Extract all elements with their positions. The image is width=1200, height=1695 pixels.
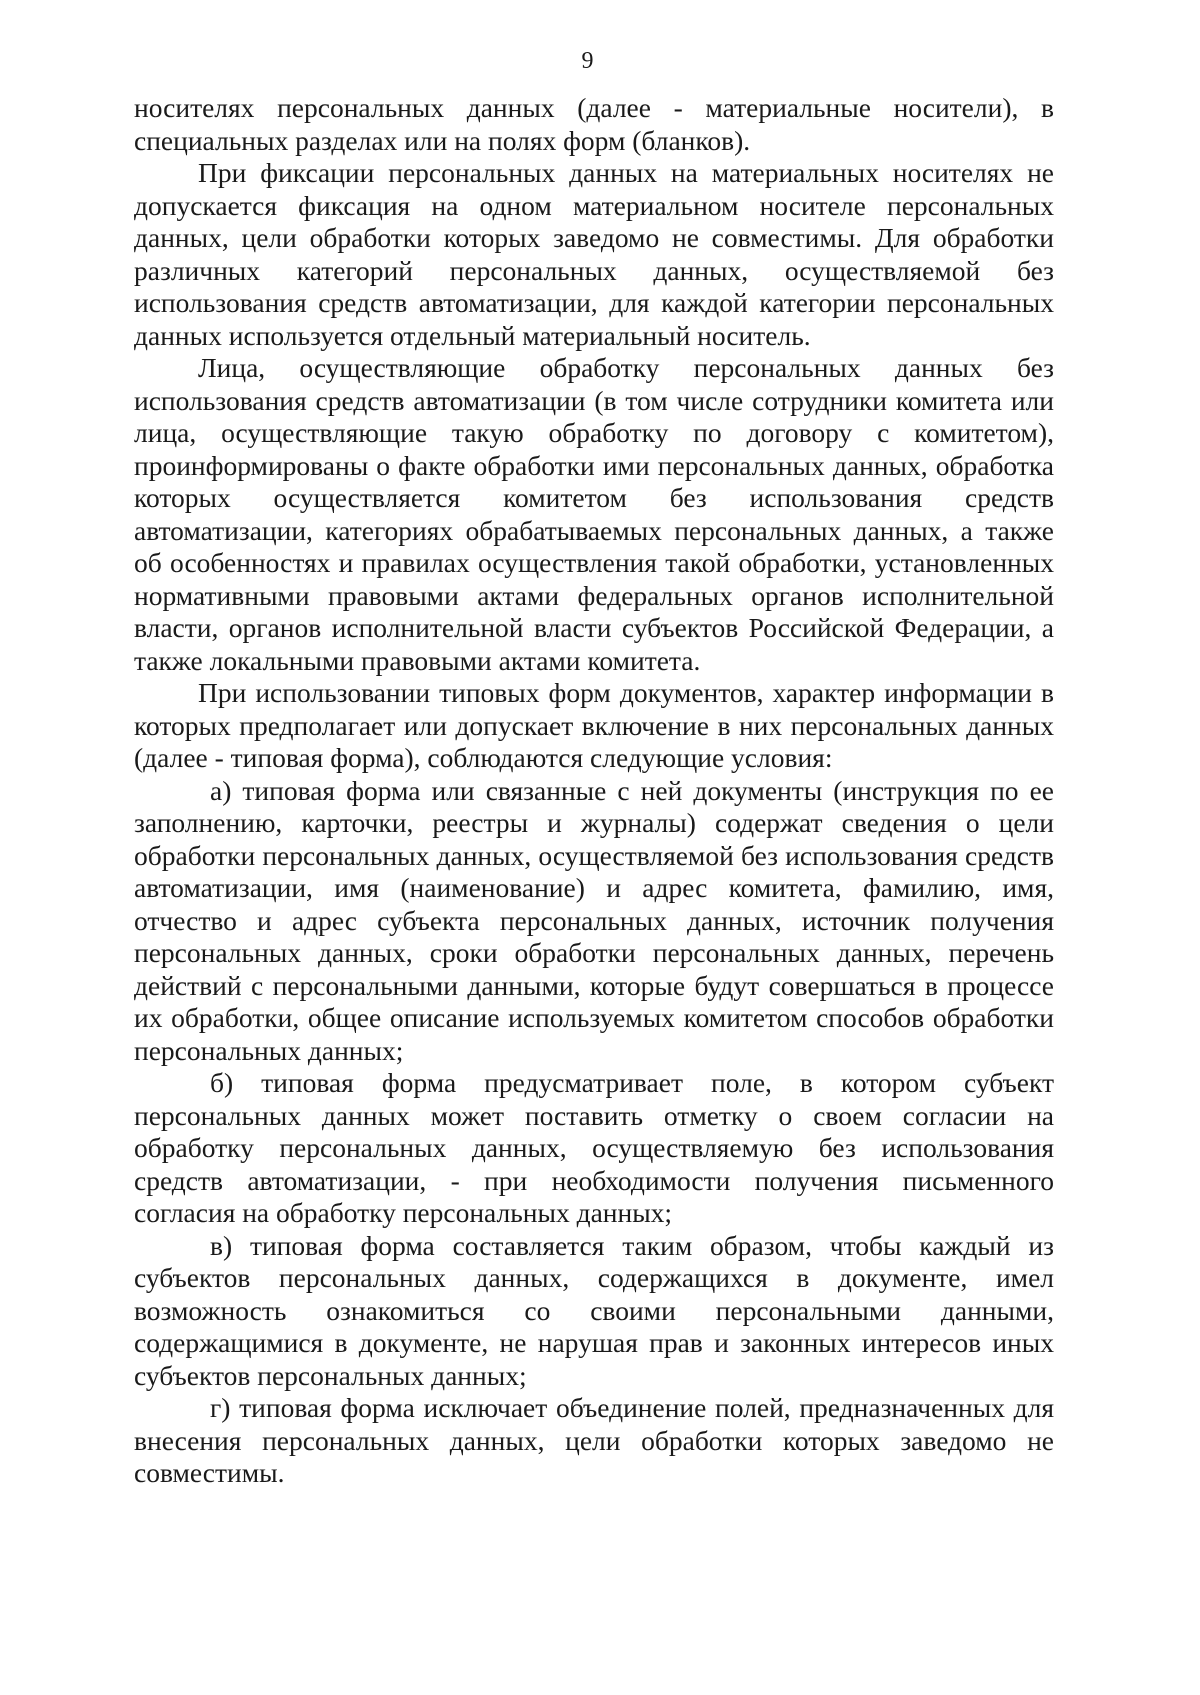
paragraph-typical-forms: При использовании типовых форм документов, характер информации в которых предполагает или допускает включение в них персональных данных (далее - типовая форма), соблюдаются следующие условия: (134, 677, 1054, 773)
list-item-v: в) типовая форма составляется таким образом, чтобы каждый из субъектов персональных данных, содержащихся в документе, имел возможность ознакомиться со своими персональными данными, содержащимися в документе, не нарушая прав и законных интересов иных субъектов персональных данных; (134, 1229, 1054, 1391)
paragraph-persons-informed: Лица, осуществляющие обработку персональных данных без использования средств автоматизации (в том числе сотрудники комитета или лица, осуществляющие такую обработку по договору с комитетом), проинформированы о факте обработки ими персональных данных, обработка которых осуществляется комитетом без использования средств автоматизации, категориях обрабатываемых персональных данных, а также об особенностях и правилах осуществления такой обработки, установленных нормативными правовыми актами федеральных органов исполнительной власти, органов исполнительной власти субъектов Российской Федерации, а также локальными правовыми актами комитета. (134, 352, 1054, 676)
page-number: 9 (581, 48, 594, 74)
list-item-a: а) типовая форма или связанные с ней документы (инструкция по ее заполнению, карточки, реестры и журналы) содержат сведения о цели обработки персональных данных, осуществляемой без использования средств автоматизации, имя (наименование) и адрес комитета, фамилию, имя, отчество и адрес субъекта персональных данных, источник получения персональных данных, сроки обработки персональных данных, перечень действий с персональными данными, которые будут совершаться в процессе их обработки, общее описание используемых комитетом способов обработки персональных данных; (134, 774, 1054, 1066)
list-item-g: г) типовая форма исключает объединение полей, предназначенных для внесения персональных данных, цели обработки которых заведомо не совместимы. (134, 1392, 1054, 1488)
paragraph-fixation-rules: При фиксации персональных данных на материальных носителях не допускается фиксация на одном материальном носителе персональных данных, цели обработки которых заведомо не совместимы. Для обработки различных категорий персональных данных, осуществляемой без использования средств автоматизации, для каждой категории персональных данных используется отдельный материальный носитель. (134, 157, 1054, 351)
document-body (134, 92, 1054, 1490)
paragraph-continuation: носителях персональных данных (далее - материальные носители), в специальных разделах или на полях форм (бланков). (134, 92, 1054, 156)
list-item-b: б) типовая форма предусматривает поле, в котором субъект персональных данных может поставить отметку о своем согласии на обработку персональных данных, осуществляемую без использования средств автоматизации, - при необходимости получения письменного согласия на обработку персональных данных; (134, 1067, 1054, 1228)
